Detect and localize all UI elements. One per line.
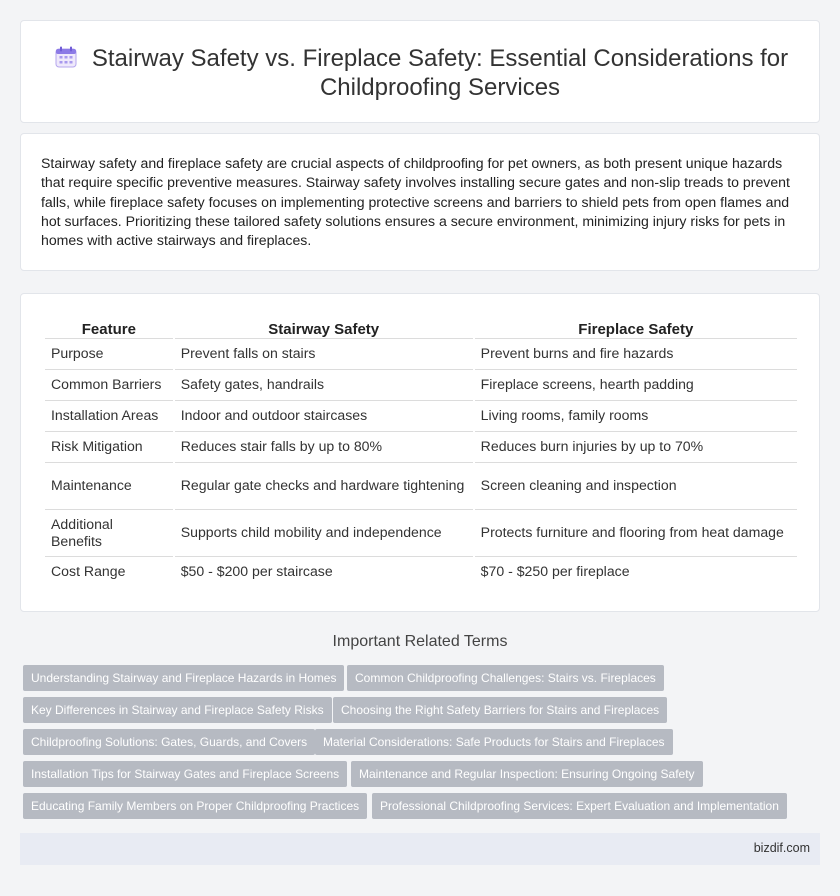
table-cell: Common Barriers [45, 370, 173, 401]
table-cell: Prevent falls on stairs [175, 339, 473, 370]
table-row [45, 401, 797, 432]
related-term-chip[interactable]: Professional Childproofing Services: Expert Evaluation and Implementation [372, 793, 787, 819]
table-cell: Reduces stair falls by up to 80% [175, 432, 473, 463]
comparison-table-card [20, 293, 820, 612]
header-card [20, 20, 820, 123]
table-cell: Living rooms, family rooms [475, 401, 797, 432]
table-cell: Risk Mitigation [45, 432, 173, 463]
table-row [45, 557, 797, 587]
footer-bar [20, 833, 820, 865]
calendar-icon [54, 45, 78, 69]
table-cell: Prevent burns and fire hazards [475, 339, 797, 370]
table-cell: Screen cleaning and inspection [475, 463, 797, 510]
table-cell: Cost Range [51, 563, 126, 580]
table-row [45, 432, 797, 463]
table-cell: $70 - $250 per fireplace [480, 563, 630, 580]
table-row [45, 510, 797, 557]
table-cell: Supports child mobility and independence [175, 510, 473, 557]
related-term-chip[interactable]: Understanding Stairway and Fireplace Hazards in Homes [23, 665, 344, 691]
comparison-table [43, 316, 799, 587]
footer-brand[interactable]: bizdif.com [753, 841, 810, 855]
header-feature: Feature [45, 316, 173, 339]
intro-paragraph: Stairway safety and fireplace safety are crucial aspects of childproofing for pet owners, as both present unique hazards that require specific preventive measures. Stairway safety involves installing secure gates and non-slip treads to prevent falls, while fireplace safety focuses on implementing protective screens and barriers to shield pets from open flames and hot surfaces. Prioritizing these tailored safety solutions ensures a secure environment, minimizing injury risks for pets in homes with active stairways and fireplaces. [41, 155, 790, 249]
table-cell: Safety gates, handrails [175, 370, 473, 401]
related-term-chip[interactable]: Installation Tips for Stairway Gates and Fireplace Screens [23, 761, 347, 787]
related-term-chip[interactable]: Choosing the Right Safety Barriers for Stairs and Fireplaces [333, 697, 667, 723]
header-stairway-safety: Stairway Safety [175, 316, 473, 339]
related-term-chip[interactable]: Childproofing Solutions: Gates, Guards, and Covers [23, 729, 315, 755]
related-terms-title: Important Related Terms [332, 633, 508, 650]
table-cell: Reduces burn injuries by up to 70% [475, 432, 797, 463]
table-cell: Protects furniture and flooring from heat damage [475, 510, 797, 557]
table-cell: Regular gate checks and hardware tightening [175, 463, 473, 510]
table-cell: Additional Benefits [45, 510, 173, 557]
header-fireplace-safety: Fireplace Safety [475, 316, 797, 339]
related-term-chip[interactable]: Key Differences in Stairway and Fireplace Safety Risks [23, 697, 332, 723]
table-cell: Maintenance [45, 463, 173, 510]
related-term-chip[interactable]: Maintenance and Regular Inspection: Ensuring Ongoing Safety [351, 761, 703, 787]
page-title: Stairway Safety vs. Fireplace Safety: Essential Considerations for Childproofing Services [91, 45, 789, 101]
related-term-chip[interactable]: Material Considerations: Safe Products for Stairs and Fireplaces [315, 729, 673, 755]
table-header-row [45, 316, 797, 339]
related-term-chip[interactable]: Common Childproofing Challenges: Stairs vs. Fireplaces [347, 665, 664, 691]
intro-card [20, 133, 820, 271]
table-row [45, 370, 797, 401]
table-cell: Fireplace screens, hearth padding [475, 370, 797, 401]
table-cell: Installation Areas [45, 401, 173, 432]
table-row [45, 463, 797, 510]
table-cell: Indoor and outdoor staircases [175, 401, 473, 432]
table-cell: $50 - $200 per staircase [180, 563, 333, 580]
table-row [45, 339, 797, 370]
table-cell: Purpose [45, 339, 173, 370]
related-term-chip[interactable]: Educating Family Members on Proper Childproofing Practices [23, 793, 367, 819]
